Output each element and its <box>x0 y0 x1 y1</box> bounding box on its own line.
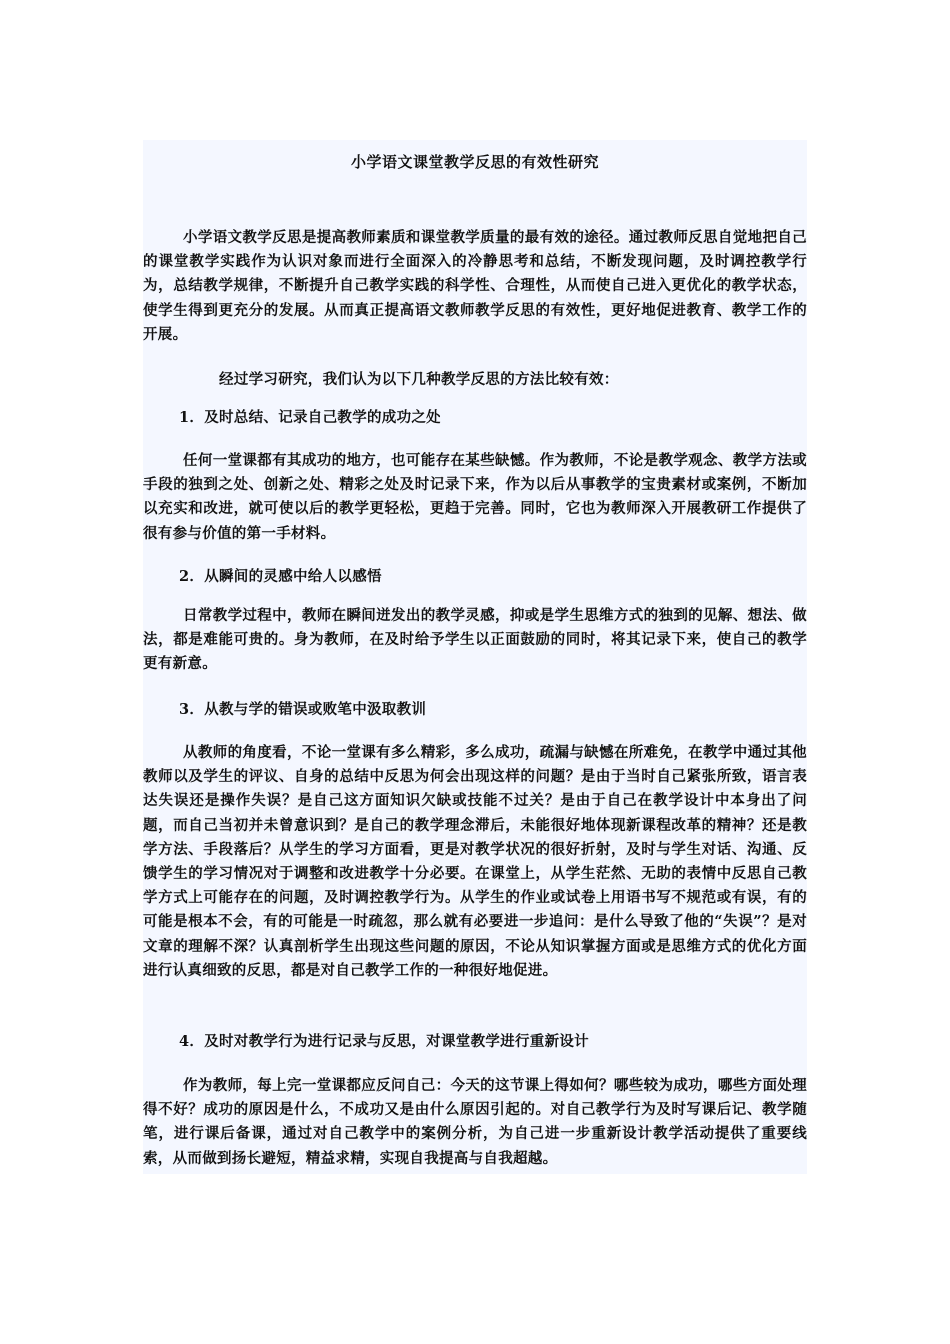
section-body-2: 日常教学过程中，教师在瞬间迸发出的教学灵感，抑或是学生思维方式的独到的见解、想法、做法，都是难能可贵的。身为教师，在及时给予学生以正面鼓励的同时，将其记录下来，使自己的教学更有新意。 <box>143 607 807 673</box>
method-intro-paragraph: 经过学习研究，我们认为以下几种教学反思的方法比较有效： <box>219 371 619 388</box>
section-body-4: 作为教师，每上完一堂课都应反问自己：今天的这节课上得如何？哪些较为成功，哪些方面处理得不好？成功的原因是什么，不成功又是由什么原因引起的。对自己教学行为及时写课后记、教学随笔，进行课后备课，通过对自己教学中的案例分析，为自己进一步重新设计教学活动提供了重要线索，从而做到扬长避短，精益求精，实现自我提高与自我超越。 <box>143 1077 807 1167</box>
section-body-3: 从教师的角度看，不论一堂课有多么精彩，多么成功，疏漏与缺憾在所难免，在教学中通过其他教师以及学生的评议、自身的总结中反思为何会出现这样的问题？是由于当时自己紧张所致，语言表达失误还是操作失误？是自己这方面知识欠缺或技能不过关？是由于自己在教学设计中本身出了问题，而自己当初并未曾意识到？是自己的教学理念滞后，未能很好地体现新课程改革的精神？还是教学方法、手段落后？从学生的学习方面看，更是对教学状况的很好折射，及时与学生对话、沟通、反馈学生的学习情况对于调整和改进教学十分必要。在课堂上，从学生茫然、无助的表情中反思自己教学方式上可能存在的问题，及时调控教学行为。从学生的作业或试卷上用语书写不规范或有误，有的可能是根本不会，有的可能是一时疏忽，那么就有必要进一步追问：是什么导致了他的“失误”？是对文章的理解不深？认真剖析学生出现这些问题的原因，不论从知识掌握方面或是思维方式的优化方面进行认真细致的反思，都是对自己教学工作的一种很好地促进。 <box>143 744 807 979</box>
document-page <box>143 140 807 1174</box>
section-heading-3: 3．从教与学的错误或败笔中汲取教训 <box>179 701 427 718</box>
section-heading-4: 4．及时对教学行为进行记录与反思，对课堂教学进行重新设计 <box>179 1033 589 1050</box>
document-title: 小学语文课堂教学反思的有效性研究 <box>350 153 599 171</box>
intro-paragraph: 小学语文教学反思是提高教师素质和课堂教学质量的最有效的途径。通过教师反思自觉地把自己的课堂教学实践作为认识对象而进行全面深入的冷静思考和总结，不断发现问题，及时调控教学行为，总结教学规律，不断提升自己教学实践的科学性、合理性，从而使自己进入更优化的教学状态，使学生得到更充分的发展。从而真正提高语文教师教学反思的有效性，更好地促进教育、教学工作的开展。 <box>143 229 807 343</box>
section-heading-1: 1．及时总结、记录自己教学的成功之处 <box>179 409 441 426</box>
section-body-1: 任何一堂课都有其成功的地方，也可能存在某些缺憾。作为教师，不论是教学观念、教学方法或手段的独到之处、创新之处、精彩之处及时记录下来，作为以后从事教学的宝贵素材或案例，不断加以充实和改进，就可使以后的教学更轻松，更趋于完善。同时，它也为教师深入开展教研工作提供了很有参与价值的第一手材料。 <box>143 452 807 542</box>
section-heading-2: 2．从瞬间的灵感中给人以感悟 <box>179 568 382 585</box>
